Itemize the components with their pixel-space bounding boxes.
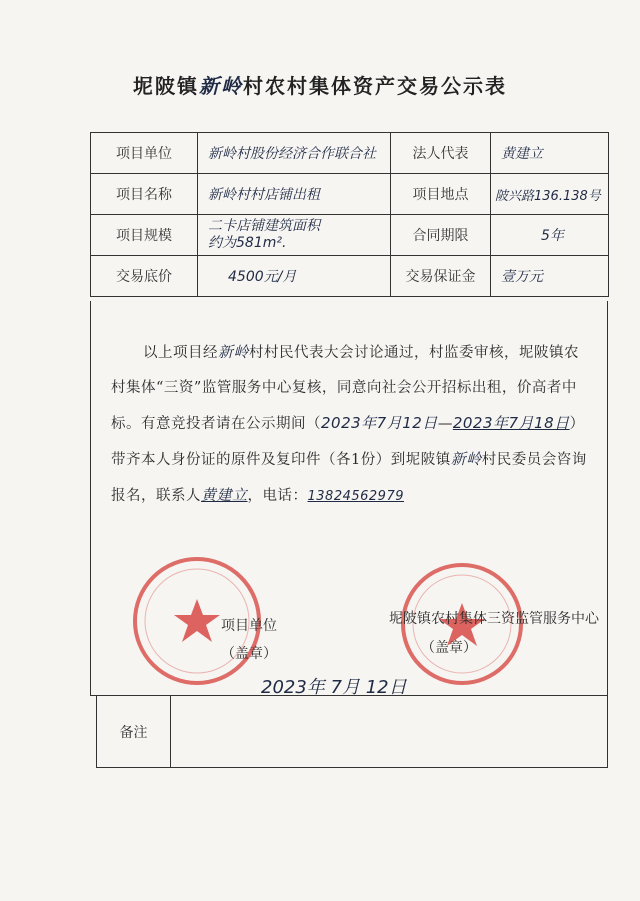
notice-village: 新岭 — [450, 450, 482, 468]
value-project-scale — [198, 215, 391, 256]
info-table — [90, 132, 609, 297]
scale-line-2: 约为581m². — [208, 235, 287, 251]
label-legal-rep: 法人代表 — [391, 133, 491, 174]
value-contract-term: 5年 — [491, 215, 609, 256]
remarks-label: 备注 — [97, 696, 171, 767]
table-row — [91, 256, 609, 297]
label-project-name: 项目名称 — [91, 174, 198, 215]
value-legal-rep: 黄建立 — [491, 133, 609, 174]
notice-date-start: 2023年7月12日 — [321, 414, 438, 432]
table-row — [91, 133, 609, 174]
notice-contact: 黄建立 — [201, 486, 248, 504]
right-unit-label: 坭陂镇农村集体三资监管服务中心 — [389, 611, 599, 627]
value-project-unit: 新岭村股份经济合作联合社 — [198, 133, 391, 174]
remarks-section — [96, 696, 608, 768]
notice-part: ，电话： — [247, 488, 308, 504]
label-project-scale: 项目规模 — [91, 215, 198, 256]
label-base-price: 交易底价 — [91, 256, 198, 297]
notice-part: 村民委员会咨询报名，联系人 — [111, 452, 587, 504]
value-project-location: 陂兴路136.138号 — [491, 174, 609, 215]
table-row — [91, 174, 609, 215]
left-signature — [199, 612, 299, 668]
right-seal-label: （盖章） — [421, 640, 477, 656]
notice-part: 以上项目经 — [143, 345, 218, 361]
title-suffix: 村农村集体资产交易公示表 — [243, 74, 507, 98]
value-base-price: 4500元/月 — [198, 256, 391, 297]
notice-part: 村村民代表大会讨论通过，村监委审核，坭陂镇农村集体“三资”监管服务中心复核，同意向社会公开招标出租，价高者中标。有意竞投者请在公示期间（ — [111, 345, 580, 432]
notice-dash: — — [437, 416, 453, 432]
label-contract-term: 合同期限 — [391, 215, 491, 256]
title-prefix: 坭陂镇 — [133, 74, 199, 98]
left-seal-label: （盖章） — [221, 646, 277, 662]
notice-text — [111, 335, 591, 514]
sign-date: 2023年 7月 12日 — [261, 677, 407, 698]
notice-phone: 13824562979 — [307, 489, 404, 504]
value-project-name: 新岭村村店铺出租 — [198, 174, 391, 215]
label-project-location: 项目地点 — [391, 174, 491, 215]
scale-line-1: 二卡店铺建筑面积 — [208, 218, 320, 234]
page-title — [0, 70, 640, 99]
notice-date-end: 2023年7月18日 — [452, 414, 570, 432]
title-village: 新岭 — [199, 74, 243, 98]
table-row — [91, 215, 609, 256]
notice-section — [90, 301, 608, 696]
left-unit-label: 项目单位 — [221, 618, 277, 634]
label-project-unit: 项目单位 — [91, 133, 198, 174]
notice-village: 新岭 — [218, 343, 250, 361]
notice-part: ）带齐本人身份证的原件及复印件（各1份）到坭陂镇 — [111, 416, 585, 468]
value-deposit: 壹万元 — [491, 256, 609, 297]
label-deposit: 交易保证金 — [391, 256, 491, 297]
